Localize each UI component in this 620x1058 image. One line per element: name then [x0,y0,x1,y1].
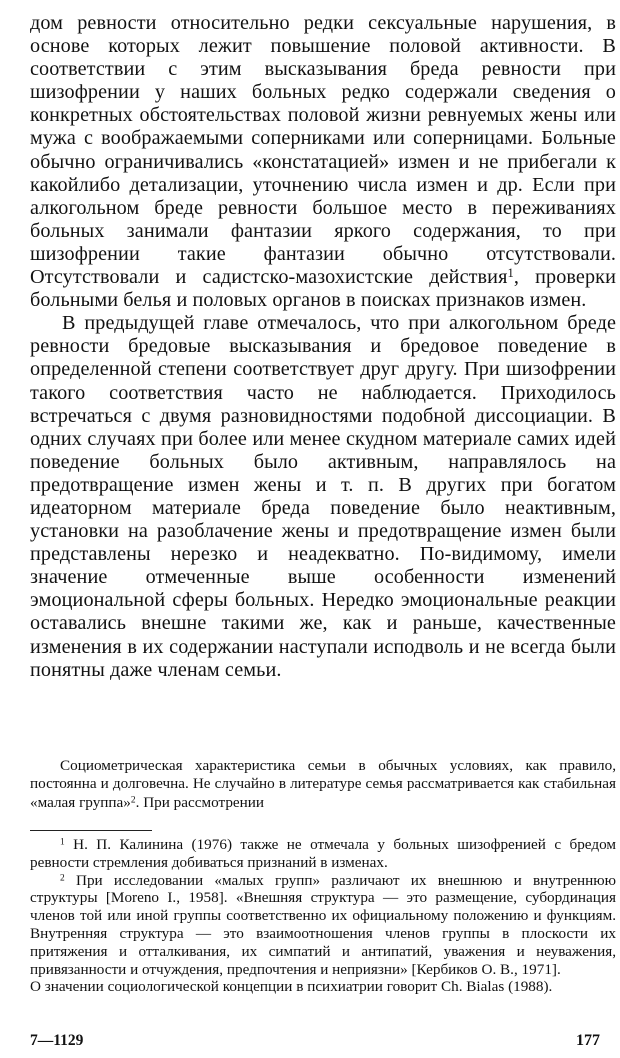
footnote-ref-1: 1 [507,265,514,280]
footnote-mark-2: 2 [60,872,65,883]
printer-signature: 7—1129 [30,1032,84,1049]
footnote-1: $^1$ Н. П. Калинина (1976) также не отмечала у больных шизофренией с бредом ревности стремления добиваться признаний в изменах. [30,836,616,871]
small-print-paragraph: Социометрическая характеристика семьи в обычных условиях, как правило, постоянна и долговечна. Не случайно в литературе семья рассматривается как стабильная «малая группа»$^2$. При рассмотрении [30,757,616,811]
main-text [30,12,616,682]
footnote-ref-2: 2 [130,794,136,805]
footnote-2: $^2$ При исследовании «малых групп» различают их внешнюю и внутреннюю структуры [Moreno I., 1958]. «Внешняя структура — это размещение, субординация членов той или иной группы соответственно их официальному положению и функциям. Внутренняя структура — это взаимоотношения членов группы в плоскости их притяжения и отталкивания, их симпатий и антипатий, уважения и неуважения, привязанности и отчуждения, предпочтения и неприязни» [Кербиков О. В., 1971]. [30,871,616,978]
footnote-2-continuation: О значении социологической концепции в психиатрии говорит Ch. Bialas (1988). [30,978,553,996]
footnote-mark-1: 1 [60,837,65,848]
paragraph-1: дом ревности относительно редки сексуальные нарушения, в основе которых лежит повышение половой активности. В соответствии с этим высказывания бреда ревности при шизофрении у наших больных редко содержали сведения о конкретных обстоятельствах половой жизни ревнуемых жены или мужа с воображаемыми соперниками или соперницами. Больные обычно ограничивались «констатацией» измен и не прибегали к какойлибо детализации, уточнению числа измен и др. Если при алкогольном бреде ревности большое место в переживаниях больных занимали фантазии яркого содержания, то при шизофрении такие фантазии обычно отсутствовали. Отсутствовали и садистско-мазохистские действия$^1$, проверки больными белья и половых органов в поисках признаков измен. [30,12,616,312]
paragraph-2: В предыдущей главе отмечалось, что при алкогольном бреде ревности бредовые высказывания и бредовое поведение в определенной степени соответствует друг другу. При шизофрении такого соответствия часто не наблюдается. Приходилось встречаться с двумя разновидностями подобной диссоциации. В одних случаях при более или менее скудном материале самих идей поведение больных было активным, направлялось на предотвращение измен жены и т. п. В других при богатом идеаторном материале бреда поведение было неактивным, установки на разоблачение жены и предотвращение измен были представлены нерезко и неадекватно. По-видимому, имели значение отмеченные выше особенности изменений эмоциональной сферы больных. Нередко эмоциональные реакции оставались внешне такими же, как и раньше, качественные изменения в их содержании наступали исподволь и не всегда были понятны даже членам семьи. [30,312,616,681]
footnotes [30,836,616,996]
footnote-divider [30,830,152,831]
page-number: 177 [576,1032,600,1049]
